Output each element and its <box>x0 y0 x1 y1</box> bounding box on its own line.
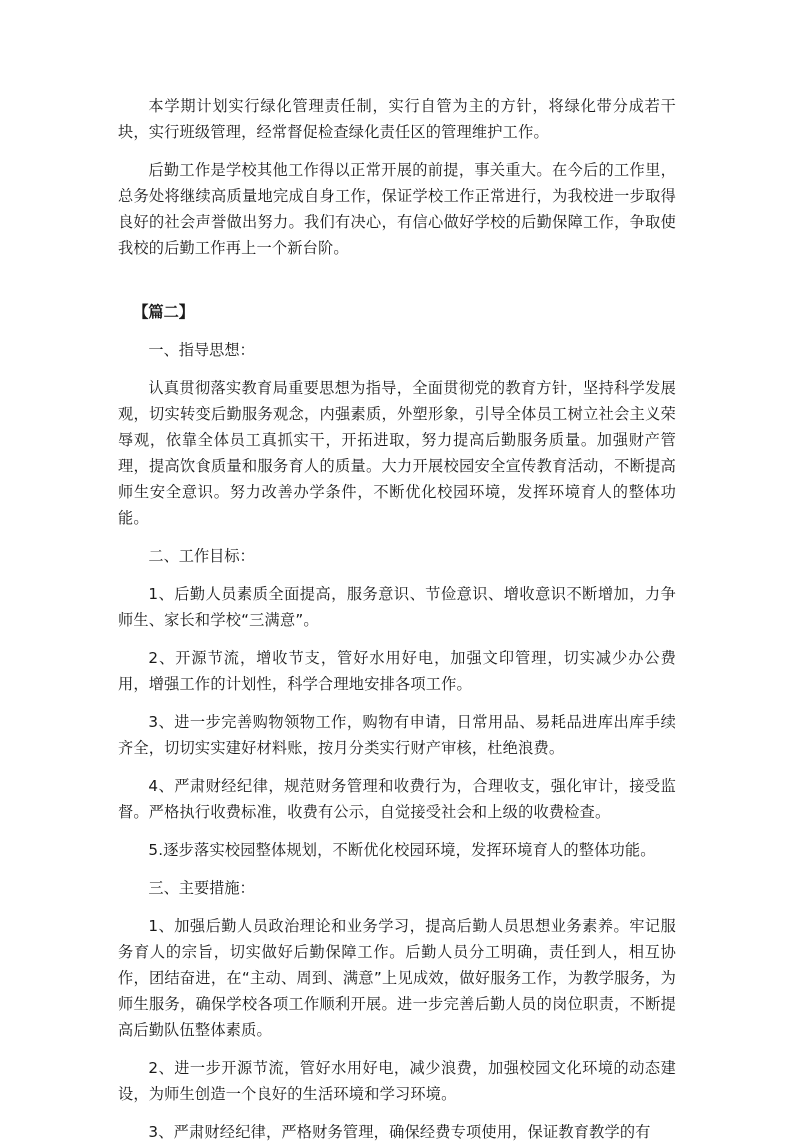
part-title: 【篇二】 <box>133 303 194 321</box>
intro-paragraph-2: 后勤工作是学校其他工作得以正常开展的前提，事关重大。在今后的工作里，总务处将继续高质量地完成自身工作，保证学校工作正常进行，为我校进一步取得良好的社会声誉做出努力。我们有决心，有信心做好学校的后勤保障工作，争取使我校的后勤工作再上一个新台阶。 <box>118 161 676 257</box>
section-3-title: 三、主要措施： <box>148 879 255 897</box>
document-body <box>118 93 676 1145</box>
section-1-text: 认真贯彻落实教育局重要思想为指导，全面贯彻党的教育方针，坚持科学发展观，切实转变后勤服务观念，内强素质，外塑形象，引导全体员工树立社会主义荣辱观，依靠全体员工真抓实干，开拓进取，努力提高后勤服务质量。加强财产管理，提高饮食质量和服务育人的质量。大力开展校园安全宣传教育活动，不断提高师生安全意识。努力改善办学条件，不断优化校园环境，发挥环境育人的整体功能。 <box>118 379 676 527</box>
goal-item-5: 5.逐步落实校园整体规划，不断优化校园环境，发挥环境育人的整体功能。 <box>148 841 656 859</box>
goal-item-1: 1、后勤人员素质全面提高，服务意识、节俭意识、增收意识不断增加，力争师生、家长和学校“三满意”。 <box>118 585 676 629</box>
measure-item-2: 2、进一步开源节流，管好水用好电，减少浪费，加强校园文化环境的动态建设，为师生创造一个良好的生活环境和学习环境。 <box>118 1059 676 1103</box>
section-2-title: 二、工作目标： <box>148 547 255 565</box>
intro-paragraph-1: 本学期计划实行绿化管理责任制，实行自管为主的方针，将绿化带分成若干块，实行班级管理，经常督促检查绿化责任区的管理维护工作。 <box>118 97 676 141</box>
section-1-title: 一、指导思想： <box>148 341 255 359</box>
goal-item-2: 2、开源节流，增收节支，管好水用好电，加强文印管理，切实减少办公费用，增强工作的计划性，科学合理地安排各项工作。 <box>118 649 676 693</box>
measure-item-1: 1、加强后勤人员政治理论和业务学习，提高后勤人员思想业务素养。牢记服务育人的宗旨，切实做好后勤保障工作。后勤人员分工明确，责任到人，相互协作，团结奋进，在“主动、周到、满意”上见成效，做好服务工作，为教学服务，为师生服务，确保学校各项工作顺利开展。进一步完善后勤人员的岗位职责，不断提高后勤队伍整体素质。 <box>118 917 676 1039</box>
goal-item-4: 4、严肃财经纪律，规范财务管理和收费行为，合理收支，强化审计，接受监督。严格执行收费标准，收费有公示，自觉接受社会和上级的收费检查。 <box>118 777 676 821</box>
goal-item-3: 3、进一步完善购物领物工作，购物有申请，日常用品、易耗品进库出库手续齐全，切切实实建好材料账，按月分类实行财产审核，杜绝浪费。 <box>118 713 676 757</box>
measure-item-3: 3、严肃财经纪律，严格财务管理，确保经费专项使用，保证教育教学的有 <box>148 1123 651 1141</box>
